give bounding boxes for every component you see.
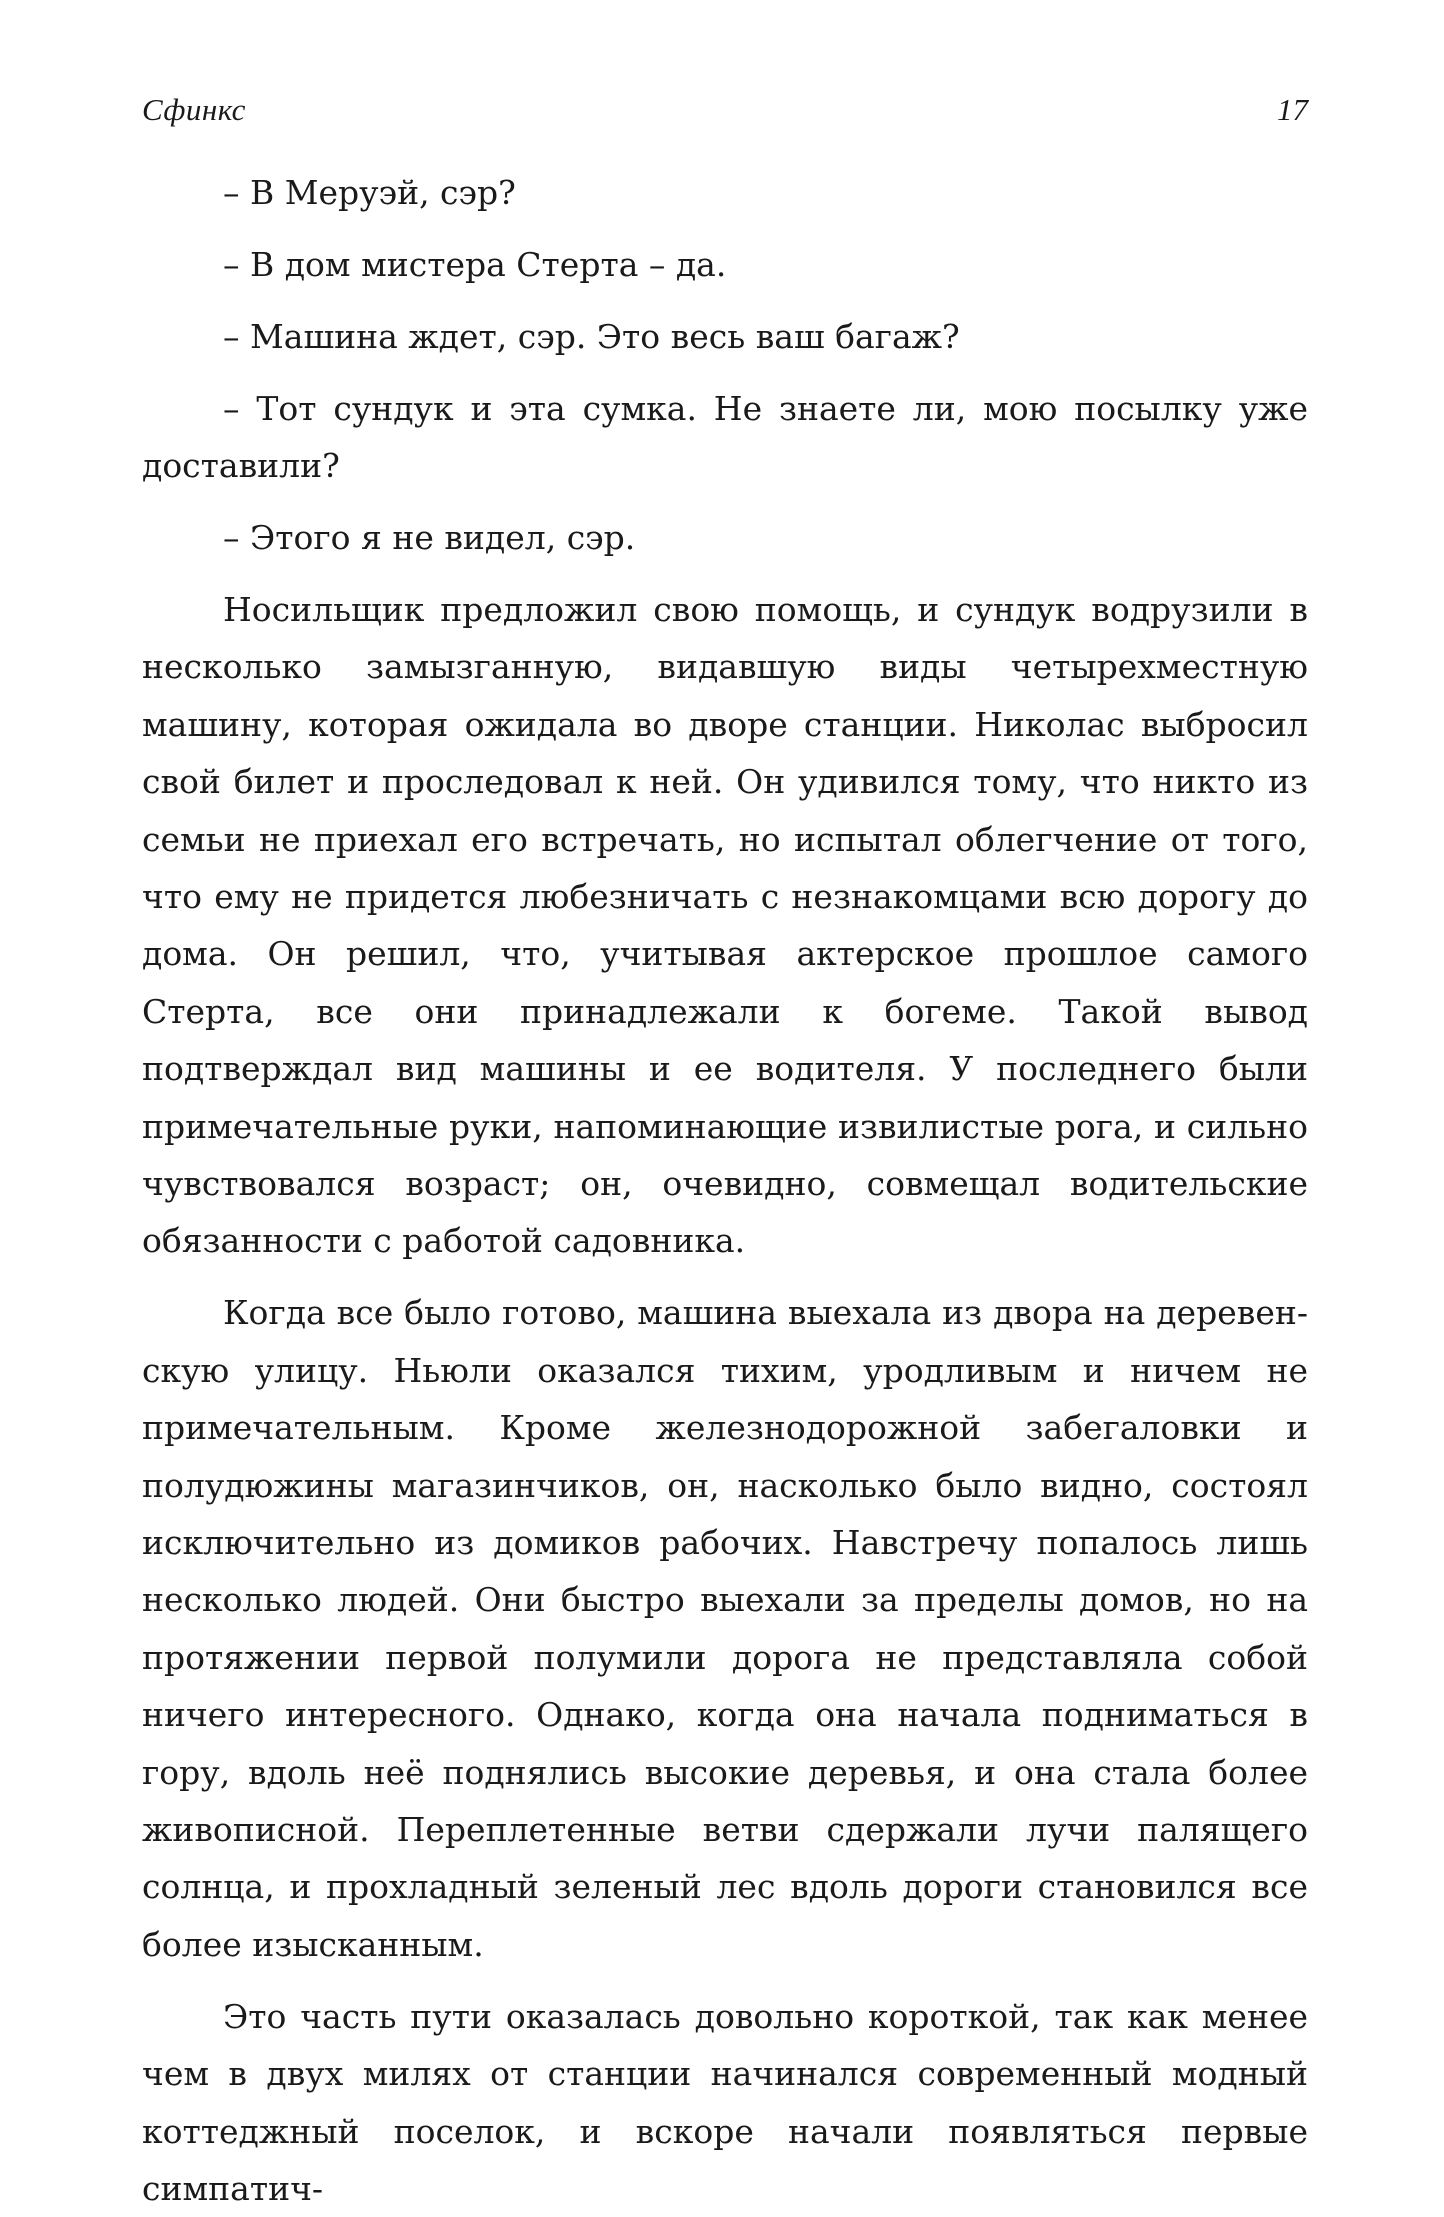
running-title: Сфинкс <box>142 92 246 127</box>
body-text <box>142 164 1308 2217</box>
running-header <box>142 92 1308 132</box>
paragraph: Носильщик предложил свою помощь, и сундук водрузили в несколько замызганную, видавшую виды четырехместную машину, которая ожидала во дворе станции. Николас выбросил свой билет и проследовал к ней. Он удивился тому, что никто из семьи не приехал его встречать, но испытал облегчение от того, что ему не придется любезничать с незнакомцами всю дорогу до дома. Он решил, что, учитывая актерское прошлое самого Стерта, все они принадлежали к богеме. Такой вывод подтверждал вид машины и ее водителя. У последнего были примечательные руки, напоминающие извилистые рога, и сильно чувствовался возраст; он, очевидно, совмещал водительские обязанности с работой садовника. <box>142 589 1308 1261</box>
page-number: 17 <box>1277 92 1308 127</box>
paragraph: – Машина ждет, сэр. Это весь ваш багаж? <box>223 316 960 356</box>
paragraph: – В Меруэй, сэр? <box>223 173 516 212</box>
paragraph: Когда все было готово, машина выехала из двора на деревенскую улицу. Ньюли оказался тихим, уродливым и ничем не примечательным. Кроме железнодорожной забегаловки и полудюжины магазинчиков, он, насколько было видно, состоял исключительно из домиков рабочих. Навстречу попалось лишь несколько людей. Они быстро выехали за пределы домов, но на протяжении первой полумили дорога не представляла собой ничего интересного. Однако, когда она начала подниматься в гору, вдоль неё поднялись высокие деревья, и она стала более живописной. Переплетенные ветви сдержали лучи палящего солнца, и прохладный зеленый лес вдоль дороги становился все более изысканным. <box>142 1293 1308 1964</box>
paragraph: – Этого я не видел, сэр. <box>223 518 636 558</box>
paragraph: – Тот сундук и эта сумка. Не знаете ли, мою посылку уже доставили? <box>142 388 1308 486</box>
paragraph: Это часть пути оказалась довольно короткой, так как менее чем в двух милях от станции начинался современный модный коттеджный поселок, и вскоре начали появляться первые симпатич- <box>142 1996 1308 2208</box>
paragraph: – В дом мистера Стерта – да. <box>223 244 727 284</box>
